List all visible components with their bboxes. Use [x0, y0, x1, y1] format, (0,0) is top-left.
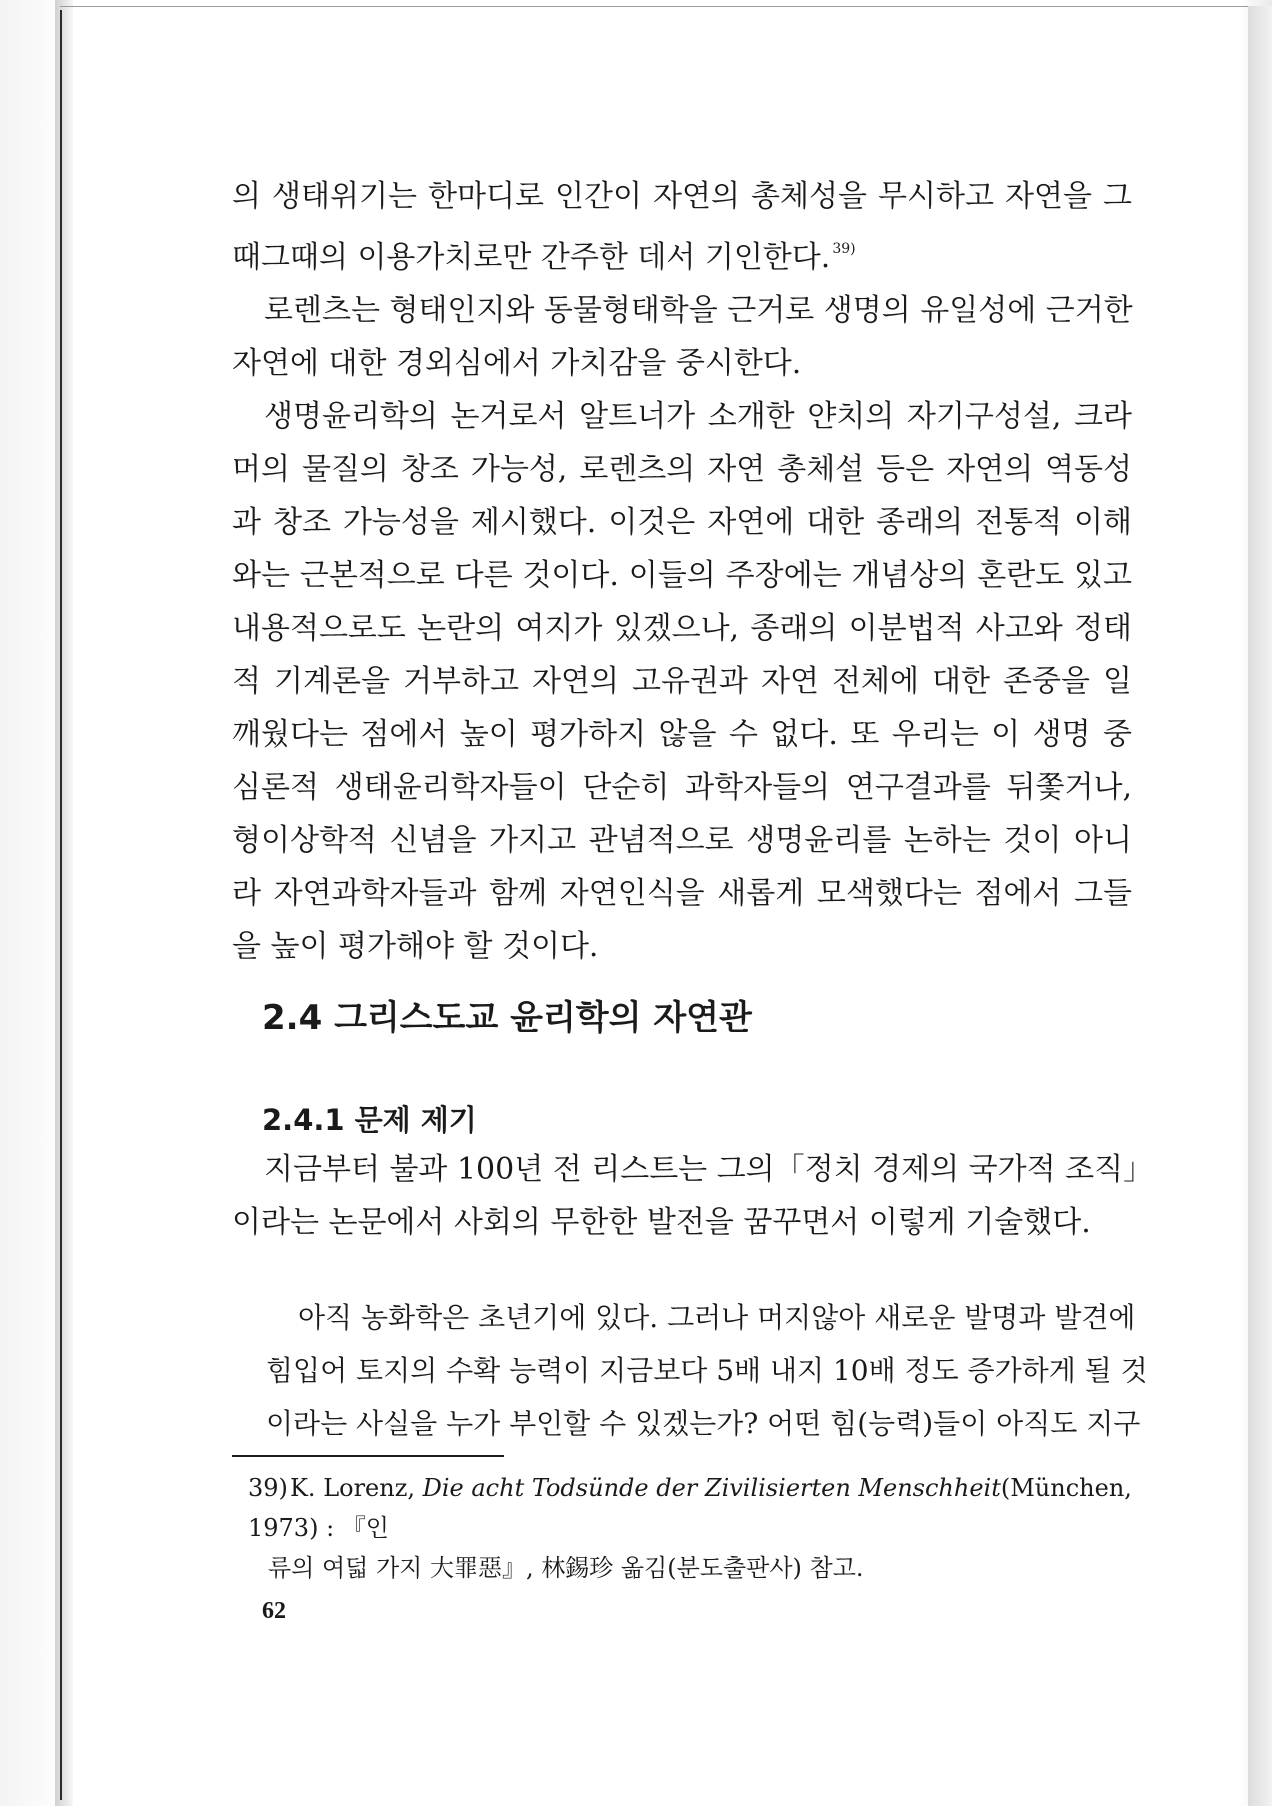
quote-line: 아직 농화학은 초년기에 있다. 그러나 머지않아 새로운 발명과 발견에 — [298, 1301, 1136, 1334]
text-line: 라 자연과학자들과 함께 자연인식을 새롭게 모색했다는 점에서 그들 — [232, 876, 1132, 911]
paragraph-list-quote-intro — [232, 1143, 1154, 1249]
page-top-edge — [60, 6, 1250, 7]
text-line: 이라는 논문에서 사회의 무한한 발전을 꿈꾸면서 이렇게 기술했다. — [232, 1205, 1091, 1240]
text-line: 머의 물질의 창조 가능성, 로렌츠의 자연 총체설 등은 자연의 역동성 — [232, 452, 1132, 487]
page-right-edge — [1248, 6, 1272, 1806]
footnote-author: K. Lorenz, — [290, 1474, 423, 1502]
book-spine-shadow — [55, 0, 73, 1806]
text-line: 자연에 대한 경외심에서 가치감을 중시한다. — [232, 346, 802, 381]
footnote-book-title: Die acht Todsünde der Zivilisierten Menschheit — [422, 1474, 1001, 1502]
text-line: 심론적 생태윤리학자들이 단순히 과학자들의 연구결과를 뒤쫓거나, — [232, 770, 1132, 805]
text-line: 형이상학적 신념을 가지고 관념적으로 생명윤리를 논하는 것이 아니 — [232, 823, 1132, 858]
text-line: 지금부터 불과 100년 전 리스트는 그의「정치 경제의 국가적 조직」 — [264, 1152, 1154, 1187]
paragraph-bioethics — [232, 390, 1132, 973]
footnote — [248, 1468, 1134, 1588]
text-line: 깨웠다는 점에서 높이 평가하지 않을 수 없다. 또 우리는 이 생명 중 — [232, 717, 1132, 752]
paragraph-lorenz — [232, 284, 1132, 390]
page-number: 62 — [262, 1598, 286, 1624]
text-line: 내용적으로도 논란의 여지가 있겠으나, 종래의 이분법적 사고와 정태 — [232, 611, 1132, 646]
footnote-reference[interactable]: 39) — [832, 241, 856, 257]
book-spine-edge — [60, 10, 62, 1800]
footnote-line-1 — [248, 1468, 1134, 1548]
quote-line: 힘입어 토지의 수확 능력이 지금보다 5배 내지 10배 정도 증가하게 될 것 — [266, 1354, 1148, 1387]
footnote-line-2: 류의 여덟 가지 大罪惡』, 林錫珍 옮김(분도출판사) 참고. — [268, 1554, 864, 1582]
text-line: 적 기계론을 거부하고 자연의 고유권과 자연 전체에 대한 존중을 일 — [232, 664, 1132, 699]
text-line: 로렌츠는 형태인지와 동물형태학을 근거로 생명의 유일성에 근거한 — [264, 293, 1133, 328]
text-line: 을 높이 평가해야 할 것이다. — [232, 929, 599, 964]
subsection-heading: 2.4.1 문제 제기 — [262, 1103, 477, 1137]
text-line: 의 생태위기는 한마디로 인간이 자연의 총체성을 무시하고 자연을 그 — [232, 179, 1132, 214]
quote-line: 이라는 사실을 누가 부인할 수 있겠는가? 어떤 힘(능력)들이 아직도 지구 — [266, 1407, 1141, 1440]
text-line: 생명윤리학의 논거로서 알트너가 소개한 얀치의 자기구성설, 크라 — [264, 399, 1132, 434]
text-line: 와는 근본적으로 다른 것이다. 이들의 주장에는 개념상의 혼란도 있고 — [232, 558, 1132, 593]
main-text-block — [232, 170, 1132, 973]
block-quote — [266, 1291, 1148, 1450]
paragraph-ecological-crisis — [232, 170, 1132, 284]
section-heading: 2.4 그리스도교 윤리학의 자연관 — [262, 998, 752, 1038]
text-line: 과 창조 가능성을 제시했다. 이것은 자연에 대한 종래의 전통적 이해 — [232, 505, 1132, 540]
footnote-publication: (München, 1973) : 『인 — [248, 1474, 1132, 1542]
text-line-content: 때그때의 이용가치로만 간주한 데서 기인한다. — [232, 240, 831, 275]
text-line — [232, 223, 1132, 284]
footnote-divider — [232, 1455, 504, 1457]
footnote-number: 39) — [248, 1474, 288, 1502]
